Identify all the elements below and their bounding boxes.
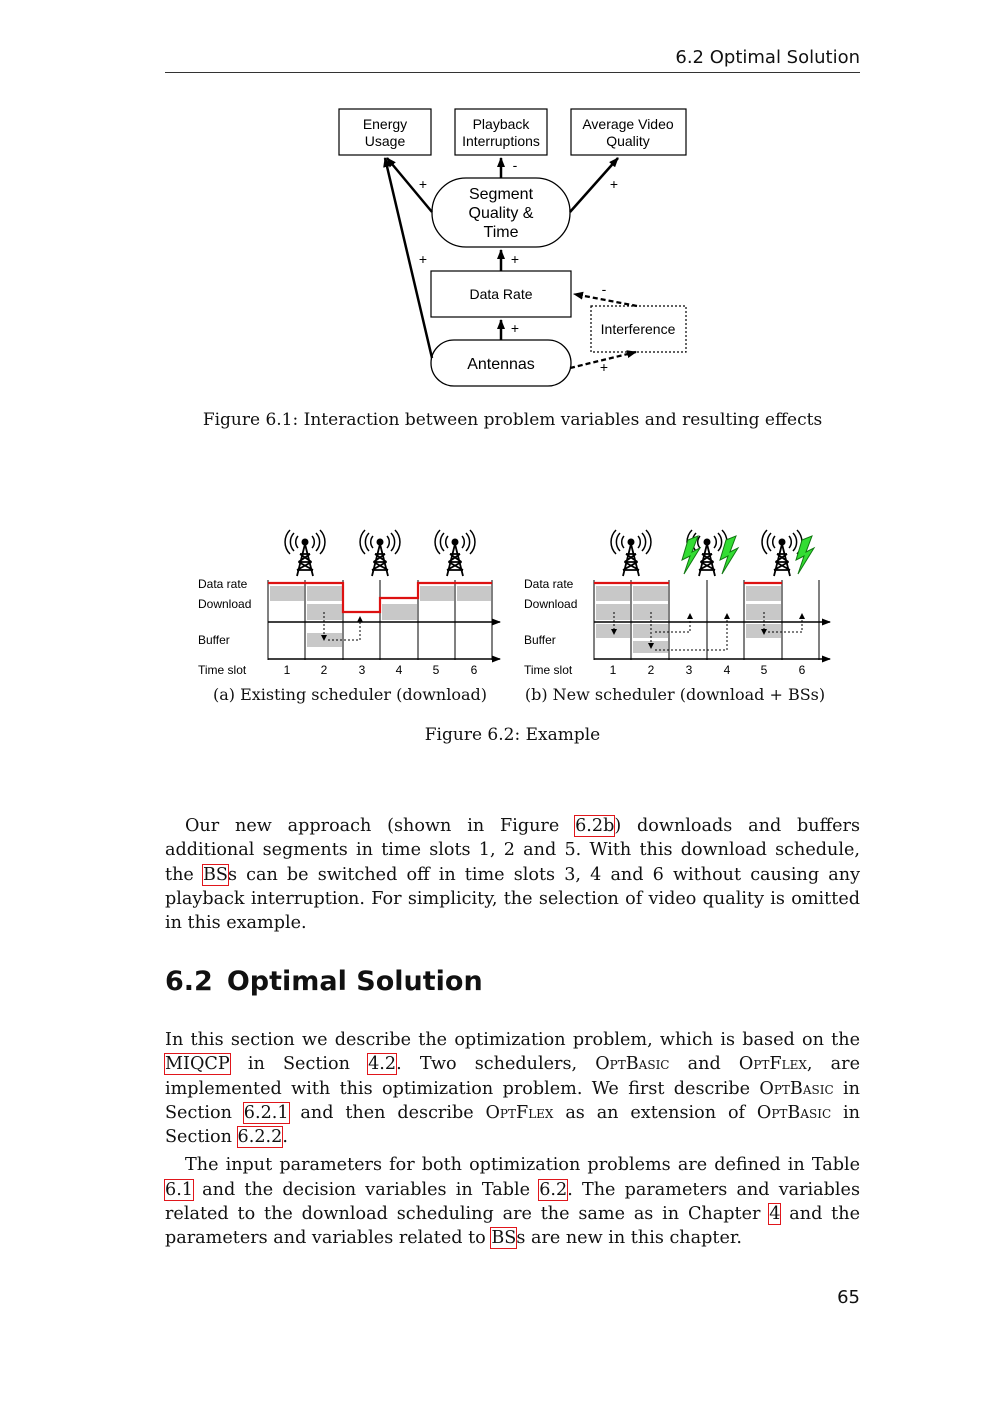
section-heading xyxy=(165,966,497,997)
figure-6-2-caption: Figure 6.2: Example xyxy=(424,725,601,745)
panel-a-slot-6: 6 xyxy=(470,663,478,677)
energy-usage-line2: Usage xyxy=(364,133,406,149)
figure-6-2b-link[interactable]: 6.2b xyxy=(575,816,615,836)
panel-b-bolt-1b xyxy=(720,536,738,574)
section-4-2-link[interactable]: 4.2 xyxy=(368,1054,397,1075)
label-b-download: Download xyxy=(524,597,578,611)
sign-int-rate: - xyxy=(601,281,607,297)
label-a-time-slot: Time slot xyxy=(198,663,247,677)
panel-a-tower-1 xyxy=(285,530,325,576)
interference-label: Interference xyxy=(600,321,676,337)
playback-line2: Interruptions xyxy=(462,133,540,149)
panel-a-slot-3: 3 xyxy=(358,663,366,677)
para2-text-8: as an extension of xyxy=(553,1102,757,1123)
panel-b-slot-6: 6 xyxy=(798,663,806,677)
optbasic-term: OptBasic xyxy=(759,1078,834,1099)
panel-b-slot-1: 1 xyxy=(609,663,617,677)
quality-line1: Average Video xyxy=(582,116,674,132)
para2-text-1: In this section we describe the optimization problem, which is based on the xyxy=(165,1030,860,1050)
para3-text-5: s are new in this chapter. xyxy=(516,1228,742,1249)
paragraph-1 xyxy=(165,814,860,935)
panel-a-slot-1: 1 xyxy=(283,663,291,677)
paragraph-2 xyxy=(165,1028,860,1149)
para2-text-4: and xyxy=(669,1054,739,1075)
energy-usage-box xyxy=(339,109,431,155)
para2-text-9: in Section xyxy=(165,1102,860,1148)
panel-a-slot-2: 2 xyxy=(320,663,328,677)
panel-a-slot-5: 5 xyxy=(432,663,440,677)
average-video-quality-box xyxy=(571,109,686,155)
panel-b-slot-3: 3 xyxy=(685,663,693,677)
figure-6-1-diagram xyxy=(320,100,700,400)
antennas-label: Antennas xyxy=(467,356,535,373)
table-6-2-link[interactable]: 6.2 xyxy=(539,1179,568,1200)
sign-seg-energy: + xyxy=(418,176,428,192)
paragraph-3 xyxy=(165,1153,860,1250)
para2-text-10: . xyxy=(282,1127,288,1148)
energy-usage-line1: Energy xyxy=(362,116,408,132)
chapter-4-link[interactable]: 4 xyxy=(769,1204,781,1225)
para2-text-7: and then describe xyxy=(288,1102,486,1123)
para2-text-3: . Two schedulers, xyxy=(396,1054,596,1075)
para3-text-2: and the decision variables in Table xyxy=(192,1179,540,1200)
label-b-time-slot: Time slot xyxy=(524,663,573,677)
label-b-data-rate: Data rate xyxy=(524,577,574,591)
sign-seg-quality: + xyxy=(609,176,619,192)
sign-ant-rate: + xyxy=(510,320,520,336)
panel-a-slot-4: 4 xyxy=(395,663,403,677)
segment-line3: Time xyxy=(483,224,519,241)
playback-interruptions-box xyxy=(455,109,547,155)
panel-b-slot-5: 5 xyxy=(760,663,768,677)
miqcp-acronym-link[interactable]: MIQCP xyxy=(165,1054,230,1075)
data-rate-label: Data Rate xyxy=(469,286,533,302)
table-6-1-link[interactable]: 6.1 xyxy=(165,1179,193,1200)
panel-a-slot-labels xyxy=(284,663,478,677)
interference-box xyxy=(591,306,686,352)
paragraphs-2-3 xyxy=(165,1028,860,1251)
sign-ant-int: + xyxy=(599,359,609,375)
section-6-2-1-link[interactable]: 6.2.1 xyxy=(243,1102,289,1123)
data-rate-box xyxy=(431,271,571,317)
para3-text-3: . The parameters and variables related to the download scheduling are the same as in Chapter xyxy=(165,1179,860,1225)
para1-text-2: ) downloads and buffers additional segments in time slots 1, 2 and 5. With this download schedule, the xyxy=(165,816,860,885)
section-title: Optimal Solution xyxy=(226,966,483,997)
panel-b-slot-labels xyxy=(610,663,806,677)
antennas-node xyxy=(431,340,571,386)
section-number: 6.2 xyxy=(165,966,213,997)
playback-line1: Playback xyxy=(472,116,530,132)
figure-6-1-caption: Figure 6.1: Interaction between problem variables and resulting effects xyxy=(202,410,823,430)
sign-rate-seg: + xyxy=(510,251,520,267)
panel-b-slot-2: 2 xyxy=(647,663,655,677)
sign-seg-playback: - xyxy=(512,157,518,173)
panel-b-tower-1 xyxy=(611,530,651,576)
figure-6-2-diagram xyxy=(190,510,840,685)
panel-b-tower-3 xyxy=(762,530,802,576)
para2-text-6: in Section xyxy=(165,1078,860,1123)
sign-ant-energy: + xyxy=(418,251,428,267)
panel-b-download-blocks xyxy=(596,586,781,653)
para3-text-4: and the parameters and variables related to xyxy=(165,1204,860,1249)
label-a-download: Download xyxy=(198,597,252,611)
label-b-buffer: Buffer xyxy=(524,633,556,647)
optbasic-term: OptBasic xyxy=(595,1054,670,1075)
running-header: 6.2 Optimal Solution xyxy=(165,46,860,73)
para3-text-1: The input parameters for both optimization problems are defined in Table xyxy=(185,1155,860,1176)
subcaption-a: (a) Existing scheduler (download) xyxy=(212,685,488,704)
segment-quality-node xyxy=(432,178,570,247)
optflex-term: OptFlex xyxy=(485,1102,554,1123)
label-a-data-rate: Data rate xyxy=(198,577,248,591)
para1-text-1: Our new approach (shown in Figure xyxy=(185,816,576,836)
segment-line2: Quality & xyxy=(468,205,534,222)
para2-text-2: in Section xyxy=(229,1054,369,1075)
panel-b-slot-4: 4 xyxy=(723,663,731,677)
para1-text-3: s can be switched off in time slots 3, 4 and 6 without causing any playback interruption. For simplicity, the selection of video quality is omitted in this example. xyxy=(165,864,861,934)
label-a-buffer: Buffer xyxy=(198,633,230,647)
panel-b-bolt-2 xyxy=(796,536,814,574)
subcaption-b: (b) New scheduler (download + BSs) xyxy=(524,685,826,704)
bs-acronym-link[interactable]: BS xyxy=(202,864,228,885)
panel-a-tower-2 xyxy=(360,530,400,576)
optflex-term: OptFlex xyxy=(738,1054,807,1075)
section-6-2-2-link[interactable]: 6.2.2 xyxy=(237,1127,283,1148)
para2-text-5: , are implemented with this optimization problem. We first describe xyxy=(165,1054,860,1099)
panel-a-tower-3 xyxy=(435,530,475,576)
segment-line1: Segment xyxy=(468,186,534,203)
page-number: 65 xyxy=(837,1287,860,1308)
bs-acronym-link[interactable]: BS xyxy=(491,1228,517,1249)
quality-line2: Quality xyxy=(606,133,650,149)
optbasic-term: OptBasic xyxy=(756,1102,832,1123)
